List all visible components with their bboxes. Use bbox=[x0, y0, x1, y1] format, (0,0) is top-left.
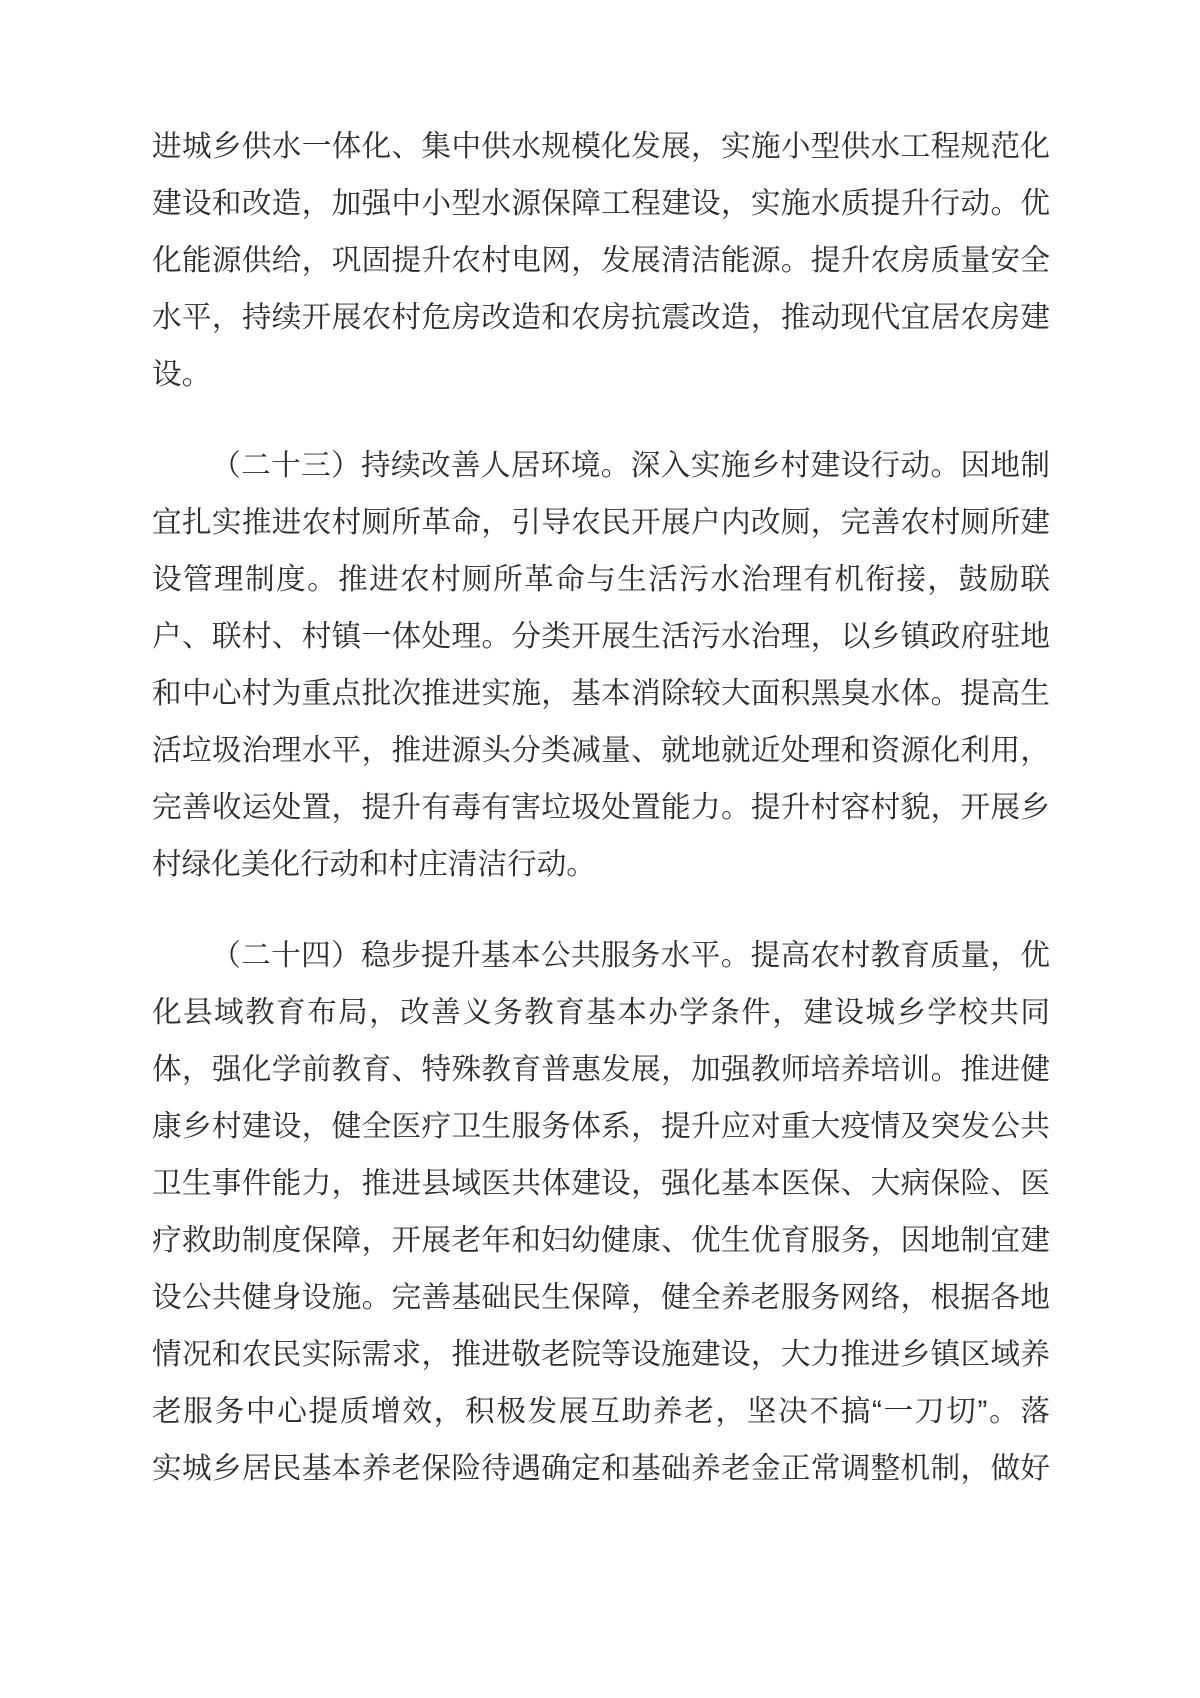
text-line: 建设和改造，加强中小型水源保障工程建设，实施水质提升行动。优 bbox=[152, 187, 1050, 220]
text-line: （二十四）稳步提升基本公共服务水平。提高农村教育质量，优 bbox=[211, 939, 1050, 972]
text-line: （二十三）持续改善人居环境。深入实施乡村建设行动。因地制 bbox=[211, 449, 1050, 482]
text-line: 设。 bbox=[152, 358, 212, 391]
text-line: 户、联村、村镇一体处理。分类开展生活污水治理，以乡镇政府驻地 bbox=[152, 620, 1050, 653]
text-line: 完善收运处置，提升有毒有害垃圾处置能力。提升村容村貌，开展乡 bbox=[152, 791, 1050, 824]
text-line: 和中心村为重点批次推进实施，基本消除较大面积黑臭水体。提高生 bbox=[152, 677, 1050, 710]
text-line: 村绿化美化行动和村庄清洁行动。 bbox=[152, 848, 596, 881]
text-line: 宜扎实推进农村厕所革命，引导农民开展户内改厕，完善农村厕所建 bbox=[152, 506, 1050, 539]
text-line: 卫生事件能力，推进县域医共体建设，强化基本医保、大病保险、医 bbox=[152, 1167, 1050, 1200]
text-line: 进城乡供水一体化、集中供水规模化发展，实施小型供水工程规范化 bbox=[152, 130, 1050, 163]
text-line: 康乡村建设，健全医疗卫生服务体系，提升应对重大疫情及突发公共 bbox=[152, 1110, 1050, 1143]
text-line: 设公共健身设施。完善基础民生保障，健全养老服务网络，根据各地 bbox=[152, 1281, 1050, 1314]
text-line: 体，强化学前教育、特殊教育普惠发展，加强教师培养培训。推进健 bbox=[152, 1053, 1050, 1086]
text-line: 化县域教育布局，改善义务教育基本办学条件，建设城乡学校共同 bbox=[152, 996, 1050, 1029]
paragraph-23 bbox=[152, 437, 1050, 893]
text-line: 化能源供给，巩固提升农村电网，发展清洁能源。提升农房质量安全 bbox=[152, 244, 1050, 277]
paragraph-24 bbox=[152, 927, 1050, 1497]
paragraph-continuation bbox=[152, 118, 1050, 403]
text-line: 老服务中心提质增效，积极发展互助养老，坚决不搞“一刀切”。落 bbox=[152, 1395, 1050, 1428]
text-line: 疗救助制度保障，开展老年和妇幼健康、优生优育服务，因地制宜建 bbox=[152, 1224, 1050, 1257]
text-line: 情况和农民实际需求，推进敬老院等设施建设，大力推进乡镇区域养 bbox=[152, 1338, 1050, 1371]
text-line: 实城乡居民基本养老保险待遇确定和基础养老金正常调整机制，做好 bbox=[152, 1452, 1050, 1485]
text-line: 活垃圾治理水平，推进源头分类减量、就地就近处理和资源化利用， bbox=[152, 734, 1050, 767]
text-line: 水平，持续开展农村危房改造和农房抗震改造，推动现代宜居农房建 bbox=[152, 301, 1050, 334]
text-line: 设管理制度。推进农村厕所革命与生活污水治理有机衔接，鼓励联 bbox=[152, 563, 1050, 596]
